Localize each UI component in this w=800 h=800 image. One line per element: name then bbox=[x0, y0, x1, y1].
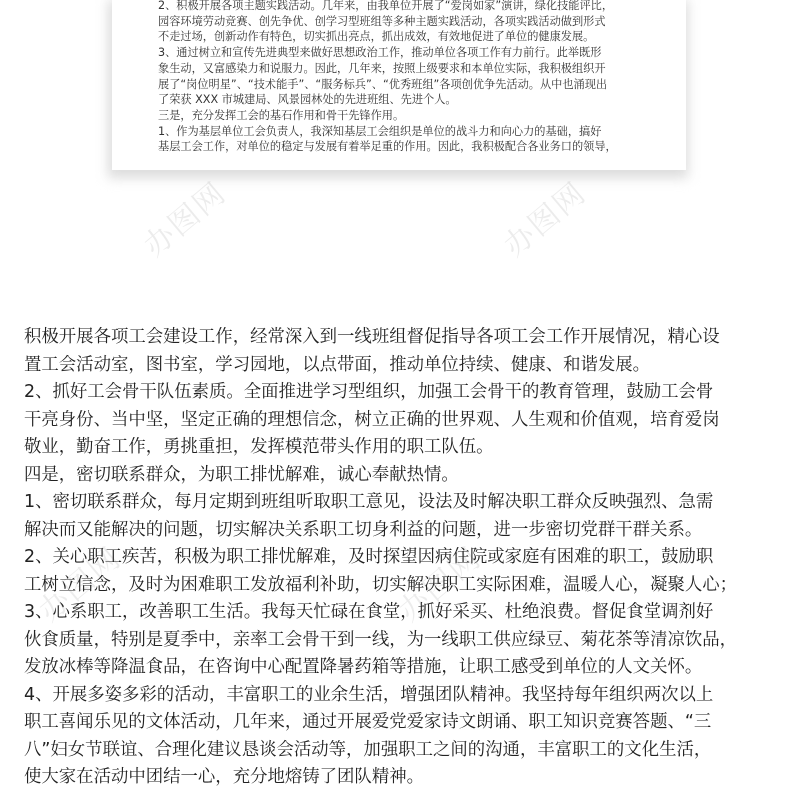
body-line: 职工喜闻乐见的文体活动，几年来，通过开展爱党爱家诗文朗诵、职工知识竞赛答题、“三 bbox=[24, 712, 712, 732]
body-line: 发放冰棒等降温食品，在咨询中心配置降暑药箱等措施，让职工感受到单位的人文关怀。 bbox=[24, 657, 703, 677]
document-preview-card bbox=[112, 0, 686, 170]
body-line: 解决而又能解决的问题，切实解决关系职工切身利益的问题，进一步密切党群干群关系。 bbox=[24, 519, 703, 540]
body-line: 工树立信念，及时为困难职工发放福利补助，切实解决职工实际困难，温暖人心，凝聚人心； bbox=[24, 574, 738, 595]
body-line: 八”妇女节联谊、合理化建议恳谈会活动等，加强职工之间的沟通，丰富职工的文化生活， bbox=[24, 739, 712, 760]
watermark: 办图网 bbox=[497, 175, 594, 264]
preview-line: 三是，充分发挥工会的基石作用和骨干先锋作用。 bbox=[158, 108, 405, 122]
body-line: 1、密切联系群众，每月定期到班组听取职工意见，设法及时解决职工群众反映强烈、急需 bbox=[24, 492, 714, 512]
body-line: 2、关心职工疾苦，积极为职工排忧解难，及时探望因病住院或家庭有困难的职工，鼓励职 bbox=[24, 547, 714, 567]
watermark: 办图网 bbox=[137, 175, 234, 264]
preview-line: 象生动，又富感染力和说服力。因此，几年来，按照上级要求和本单位实际，我积极组织开 bbox=[158, 61, 606, 75]
body-line: 积极开展各项工会建设工作，经常深入到一线班组督促指导各项工会工作开展情况，精心设 bbox=[24, 327, 720, 347]
body-line: 伙食质量，特别是夏季中，亲率工会骨干到一线，为一线职工供应绿豆、菊花茶等清凉饮品， bbox=[24, 629, 738, 650]
preview-line: 了荣获 XXX 市城建局、风景园林处的先进班组、先进个人。 bbox=[158, 93, 457, 107]
preview-line: 1、作为基层单位工会负责人，我深知基层工会组织是单位的战斗力和向心力的基础，搞好 bbox=[158, 124, 602, 138]
preview-line: 3、通过树立和宣传先进典型来做好思想政治工作，推动单位各项工作有力前行。此举既形 bbox=[158, 46, 602, 60]
body-line: 2、抓好工会骨干队伍素质。全面推进学习型组织，加强工会骨干的教育管理，鼓励工会骨 bbox=[24, 382, 714, 402]
preview-line: 2、积极开展各项主题实践活动。几年来，由我单位开展了“爱岗如家”演讲，绿化技能评比， bbox=[158, 0, 614, 12]
body-line: 使大家在活动中团结一心，充分地熔铸了团队精神。 bbox=[24, 767, 424, 787]
watermark: 办图网 bbox=[392, 540, 489, 629]
body-line: 敬业，勤奋工作，勇挑重担，发挥模范带头作用的职工队伍。 bbox=[24, 437, 494, 457]
body-line: 置工会活动室，图书室，学习园地，以点带面，推动单位持续、健康、和谐发展。 bbox=[24, 354, 651, 375]
body-line: 3、心系职工，改善职工生活。我每天忙碌在食堂，抓好采买、杜绝浪费。督促食堂调剂好 bbox=[24, 602, 714, 622]
preview-line: 展了“岗位明星”、“技术能手”、“服务标兵”、“优秀班组”各项创优争先活动。从中也涌现出 bbox=[158, 77, 608, 91]
preview-line: 园容环境劳动竞赛、创先争优、创学习型班组等多种主题实践活动，各项实践活动做到形式 bbox=[158, 14, 606, 28]
body-line: 干亮身份、当中坚，坚定正确的理想信念，树立正确的世界观、人生观和价值观，培育爱岗 bbox=[24, 409, 720, 430]
body-line: 4、开展多姿多彩的活动，丰富职工的业余生活，增强团队精神。我坚持每年组织两次以上 bbox=[24, 684, 714, 705]
section-heading: 四是，密切联系群众，为职工排忧解难，诚心奉献热情。 bbox=[24, 464, 459, 485]
preview-line: 不走过场，创新动作有特色，切实抓出亮点，抓出成效，有效地促进了单位的健康发展。 bbox=[158, 30, 595, 44]
document-body bbox=[24, 324, 784, 792]
preview-line: 基层工会工作，对单位的稳定与发展有着举足重的作用。因此，我积极配合各业务口的领导， bbox=[158, 140, 617, 154]
watermark: 办图网 bbox=[32, 540, 129, 629]
